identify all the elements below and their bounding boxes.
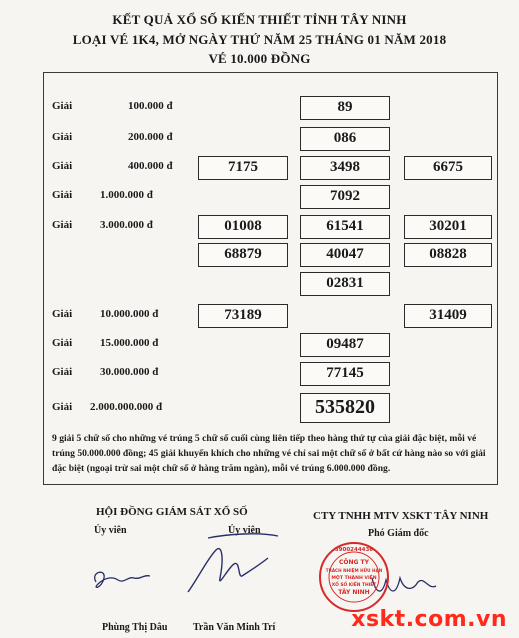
stamp-line-1: CÔNG TY	[339, 559, 369, 566]
winning-number: 68879	[198, 243, 288, 267]
signature-member2	[178, 528, 288, 608]
prize-label: Giải	[52, 100, 73, 112]
prize-label: Giải	[52, 337, 73, 349]
prize-label: Giải	[52, 401, 73, 413]
winning-number: 09487	[300, 333, 390, 357]
prize-label: Giải	[52, 219, 73, 231]
signature-member1	[88, 560, 158, 600]
note-line-1: 9 giải 5 chữ số cho những vé trúng 5 chữ số cuối cùng liên tiếp theo hàng thứ tự của giải đặc biệt, mỗi vé	[52, 433, 477, 444]
prize-amount: 30.000.000 đ	[100, 366, 159, 378]
watermark: xskt.com.vn	[351, 607, 507, 632]
winning-number: 3498	[300, 156, 390, 180]
winning-number: 30201	[404, 215, 492, 239]
prize-label: Giải	[52, 308, 73, 320]
prize-label: Giải	[52, 131, 73, 143]
results-frame	[43, 72, 498, 485]
company-stamp	[317, 540, 391, 614]
member1-title: Ủy viên	[94, 525, 127, 536]
prize-amount: 15.000.000 đ	[100, 337, 159, 349]
prize-amount: 10.000.000 đ	[100, 308, 159, 320]
council-heading: HỘI ĐỒNG GIÁM SÁT XỔ SỐ	[96, 506, 248, 518]
prize-label: Giải	[52, 366, 73, 378]
winning-number: 31409	[404, 304, 492, 328]
winning-number: 08828	[404, 243, 492, 267]
winning-number: 7092	[300, 185, 390, 209]
winning-number: 7175	[198, 156, 288, 180]
stamp-line-3: MỘT THÀNH VIÊN	[331, 576, 377, 581]
member1-name: Phùng Thị Dâu	[102, 622, 168, 633]
prize-amount: 2.000.000.000 đ	[90, 401, 163, 413]
stamp-line-2: TRÁCH NHIỆM HỮU HẠN	[325, 568, 383, 573]
header-ticket-price: VÉ 10.000 ĐỒNG	[208, 51, 311, 66]
member2-name: Trần Văn Minh Trí	[193, 622, 276, 633]
winning-number: 40047	[300, 243, 390, 267]
stamp-line-4: XỔ SỐ KIẾN THIẾT	[331, 583, 377, 588]
prize-amount: 400.000 đ	[128, 160, 173, 172]
header-ticket-info: LOẠI VÉ 1K4, MỞ NGÀY THỨ NĂM 25 THÁNG 01 NĂM 2018	[72, 32, 447, 47]
winning-number: 02831	[300, 272, 390, 296]
winning-number: 77145	[300, 362, 390, 386]
note-line-2: trúng 50.000.000 đồng; 45 giải khuyến khích cho những vé chỉ sai một chữ số ở bất cứ hàng nào so với giải	[52, 448, 486, 459]
winning-number: 086	[300, 127, 390, 151]
stamp-code: 3900244436	[334, 547, 374, 553]
member2-title: Ủy viên	[228, 525, 261, 536]
winning-number: 73189	[198, 304, 288, 328]
prize-amount: 200.000 đ	[128, 131, 173, 143]
winning-number: 61541	[300, 215, 390, 239]
header-title: KẾT QUẢ XỔ SỐ KIẾN THIẾT TỈNH TÂY NINH	[112, 12, 407, 27]
prize-amount: 1.000.000 đ	[100, 189, 153, 201]
stamp-line-5: TÂY NINH	[338, 589, 370, 596]
special-prize-number: 535820	[300, 393, 390, 423]
winning-number: 01008	[198, 215, 288, 239]
prize-label: Giải	[52, 189, 73, 201]
winning-number: 6675	[404, 156, 492, 180]
company-heading: CTY TNHH MTV XSKT TÂY NINH	[313, 510, 489, 522]
prize-label: Giải	[52, 160, 73, 172]
prize-amount: 3.000.000 đ	[100, 219, 153, 231]
deputy-title: Phó Giám đốc	[368, 528, 429, 539]
prize-amount: 100.000 đ	[128, 100, 173, 112]
winning-number: 89	[300, 96, 390, 120]
note-line-3: đặc biệt (ngoại trừ sai một chữ số ở hàng trăm ngàn), mỗi vé trúng 6.000.000 đồng.	[52, 463, 391, 474]
